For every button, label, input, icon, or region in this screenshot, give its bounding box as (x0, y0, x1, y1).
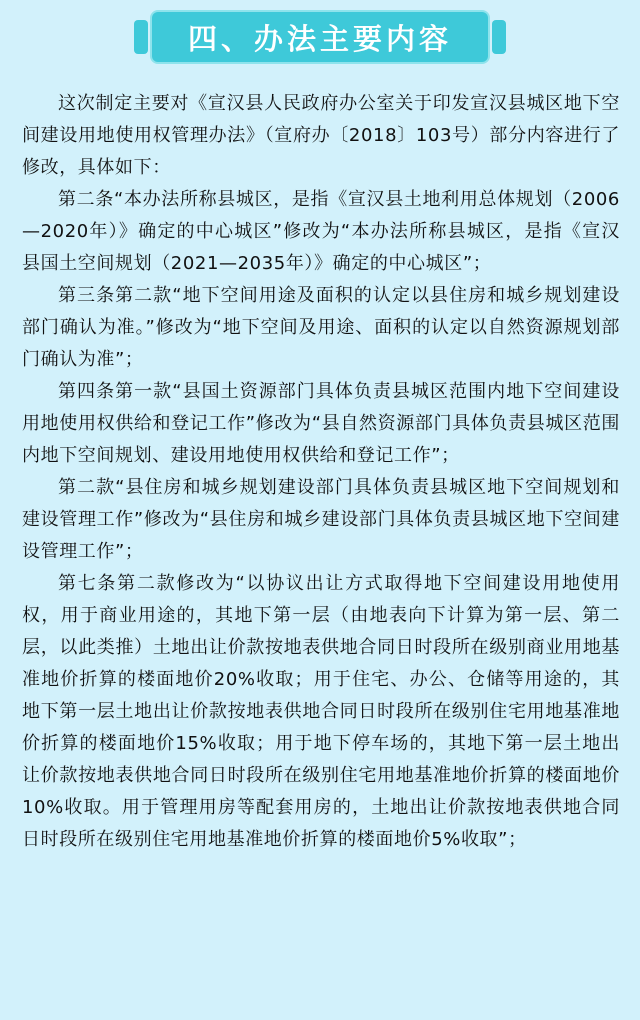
document-body (22, 88, 620, 856)
paragraph-intro: 这次制定主要对《宣汉县人民政府办公室关于印发宣汉县城区地下空间建设用地使用权管理办法》（宣府办〔2018〕103号）部分内容进行了修改，具体如下： (22, 93, 620, 178)
section-title-banner (152, 12, 488, 62)
banner-left-tab (134, 20, 148, 54)
banner-right-tab (492, 20, 506, 54)
paragraph-article-4-clause-2: 第二款“县住房和城乡规划建设部门具体负责县城区地下空间规划和建设管理工作”修改为“县住房和城乡建设部门具体负责县城区地下空间建设管理工作”； (22, 477, 620, 562)
paragraph-article-2: 第二条“本办法所称县城区，是指《宣汉县土地利用总体规划（2006—2020年）》确定的中心城区”修改为“本办法所称县城区，是指《宣汉县国土空间规划（2021—2035年）》确定的中心城区”； (22, 189, 620, 274)
section-title: 四、办法主要内容 (187, 21, 452, 56)
paragraph-article-7: 第七条第二款修改为“以协议出让方式取得地下空间建设用地使用权，用于商业用途的，其地下第一层（由地表向下计算为第一层、第二层，以此类推）土地出让价款按地表供地合同日时段所在级别商业用地基准地价折算的楼面地价20%收取；用于住宅、办公、仓储等用途的，其地下第一层土地出让价款按地表供地合同日时段所在级别住宅用地基准地价折算的楼面地价15%收取；用于地下停车场的，其地下第一层土地出让价款按地表供地合同日时段所在级别住宅用地基准地价折算的楼面地价10%收取。用于管理用房等配套用房的，土地出让价款按地表供地合同日时段所在级别住宅用地基准地价折算的楼面地价5%收取”； (22, 573, 620, 850)
paragraph-article-4-clause-1: 第四条第一款“县国土资源部门具体负责县城区范围内地下空间建设用地使用权供给和登记工作”修改为“县自然资源部门具体负责县城区范围内地下空间规划、建设用地使用权供给和登记工作”； (22, 381, 620, 466)
paragraph-article-3: 第三条第二款“地下空间用途及面积的认定以县住房和城乡规划建设部门确认为准。”修改为“地下空间及用途、面积的认定以自然资源规划部门确认为准”； (22, 285, 620, 370)
